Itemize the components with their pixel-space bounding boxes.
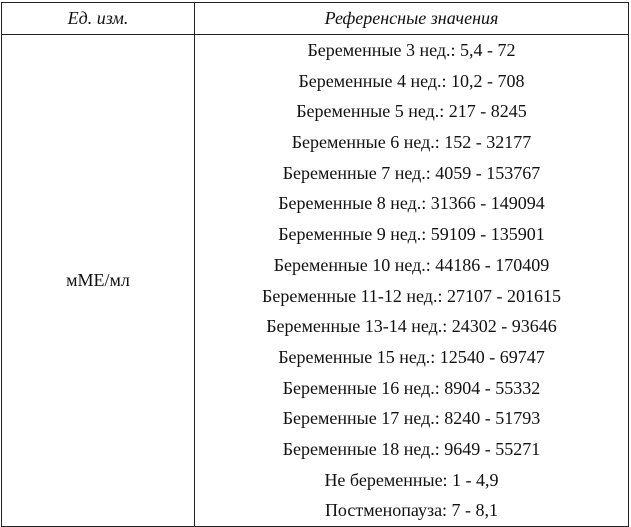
- unit-cell: мМЕ/мл: [2, 35, 195, 527]
- reference-value-line: Беременные 4 нед.: 10,2 - 708: [298, 70, 525, 91]
- reference-value-line: Беременные 5 нед.: 217 - 8245: [296, 101, 527, 122]
- reference-value-line: Не беременные: 1 - 4,9: [324, 469, 499, 490]
- reference-value-line: Беременные 15 нед.: 12540 - 69747: [278, 346, 545, 367]
- reference-value-line: Беременные 11-12 нед.: 27107 - 201615: [262, 285, 561, 306]
- reference-value-line: Беременные 10 нед.: 44186 - 170409: [273, 254, 550, 275]
- reference-value-line: Постменопауза: 7 - 8,1: [324, 500, 499, 521]
- reference-value-line: Беременные 7 нед.: 4059 - 153767: [282, 162, 541, 183]
- reference-value-line: Беременные 18 нед.: 9649 - 55271: [282, 438, 541, 459]
- reference-values-cell: [195, 35, 629, 527]
- reference-value-line: Беременные 8 нед.: 31366 - 149094: [278, 193, 545, 214]
- reference-value-line: Беременные 16 нед.: 8904 - 55332: [282, 377, 541, 398]
- unit-column-header: Ед. изм.: [2, 3, 195, 35]
- table-header-row: [2, 3, 629, 35]
- reference-value-line: Беременные 9 нед.: 59109 - 135901: [278, 224, 545, 245]
- reference-value-line: Беременные 17 нед.: 8240 - 51793: [282, 408, 541, 429]
- reference-column-header: Референсные значения: [195, 3, 629, 35]
- reference-values-table: [1, 2, 629, 527]
- table-row: [2, 35, 629, 527]
- reference-value-line: Беременные 6 нед.: 152 - 32177: [291, 132, 532, 153]
- reference-value-line: Беременные 13-14 нед.: 24302 - 93646: [266, 316, 557, 337]
- reference-value-line: Беременные 3 нед.: 5,4 - 72: [307, 40, 516, 60]
